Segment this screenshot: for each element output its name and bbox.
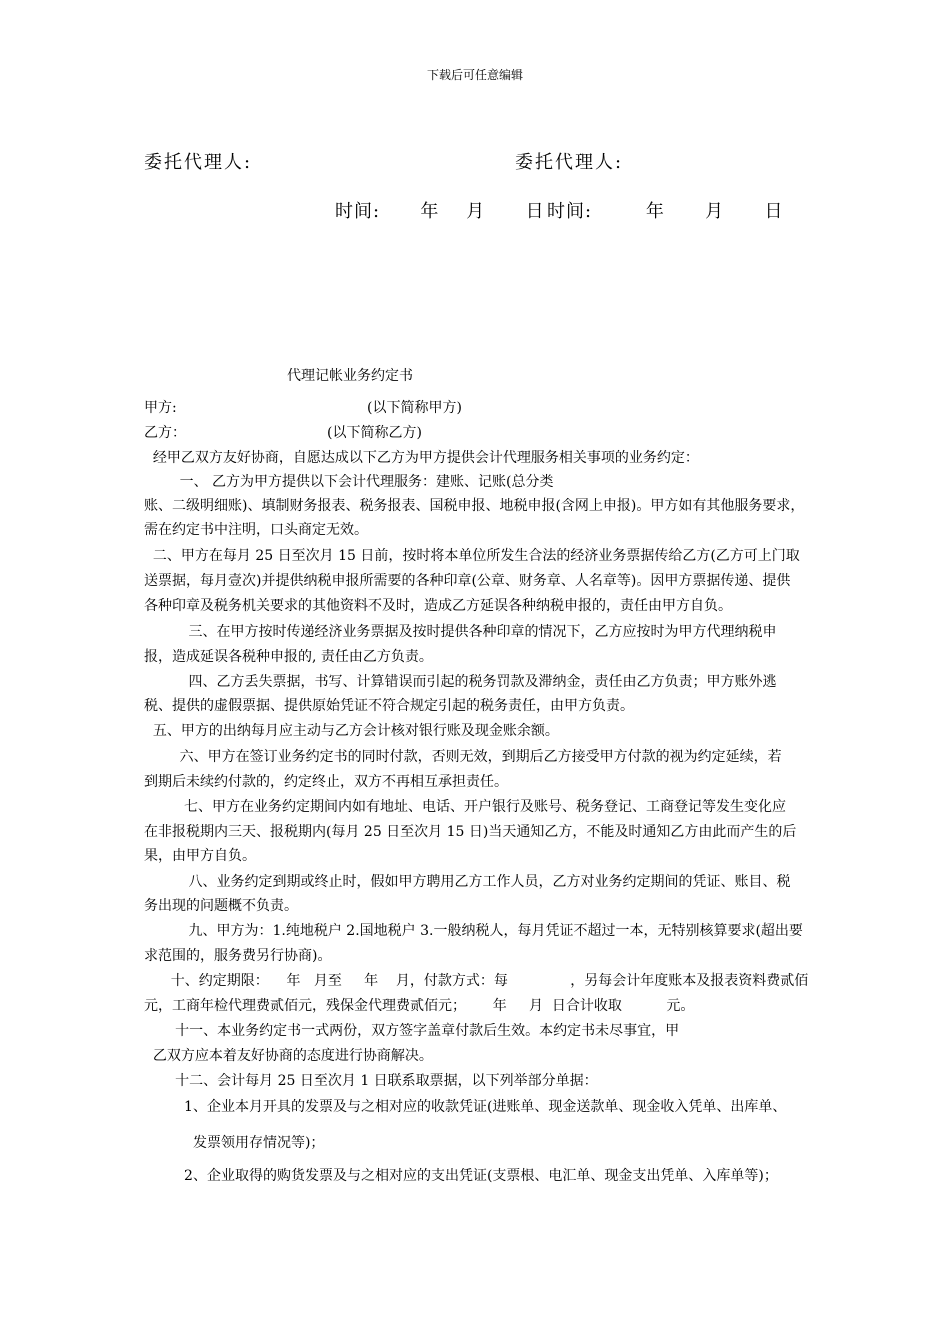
body-line: 四、乙方丢失票据，书写、计算错误而引起的税务罚款及滞纳金，责任由乙方负责；甲方账外逃	[144, 674, 777, 690]
body-line: 十一、本业务约定书一式两份，双方签字盖章付款后生效。本约定书未尽事宜，甲	[144, 1023, 680, 1039]
body-line: 需在约定书中注明，口头商定无效。	[144, 522, 368, 538]
list-item: 发票领用存情况等)；	[144, 1135, 325, 1151]
list-item: 2、企业取得的购货发票及与之相对应的支出凭证(支票根、电汇单、现金支出凭单、入库单等)；	[144, 1168, 778, 1184]
body-line: 二、甲方在每月 25 日至次月 15 日前，按时将本单位所发生合法的经济业务票据传给乙方(乙方可上门取	[144, 548, 800, 564]
body-line: 一、 乙方为甲方提供以下会计代理服务：建账、记账(总分类	[144, 474, 554, 490]
body-line: 乙双方应本着友好协商的态度进行协商解决。	[144, 1048, 433, 1064]
body-line: 十二、会计每月 25 日至次月 1 日联系取票据，以下列举部分单据：	[144, 1073, 598, 1089]
list-item: 1、企业本月开具的发票及与之相对应的收款凭证(进账单、现金送款单、现金收入凭单、出库单、	[144, 1099, 787, 1115]
document-title: 代理记帐业务约定书	[287, 368, 413, 384]
body-line: 十、约定期限： 年 月至 年 月，付款方式：每 ，另每会计年度账本及报表资料费贰佰	[144, 973, 809, 989]
body-line: 账、二级明细账)、填制财务报表、税务报表、国税申报、地税申报(含网上申报)。甲方如有其他服务要求，	[144, 498, 805, 514]
body-line: 七、甲方在业务约定期间内如有地址、电话、开户银行及账号、税务登记、工商登记等发生变化应	[144, 799, 787, 815]
party-b-label: 乙方：	[144, 425, 186, 441]
body-line: 经甲乙双方友好协商，自愿达成以下乙方为甲方提供会计代理服务相关事项的业务约定：	[144, 450, 699, 466]
agent-label-left: 委托代理人:	[144, 152, 253, 173]
body-line: 税、提供的虚假票据、提供原始凭证不符合规定引起的税务责任，由甲方负责。	[144, 698, 634, 714]
body-line: 在非报税期内三天、报税期内(每月 25 日至次月 15 日)当天通知乙方，不能及时通知乙方由此而产生的后	[144, 824, 797, 840]
body-line: 六、甲方在签订业务约定书的同时付款，否则无效，到期后乙方接受甲方付款的视为约定延续，若	[144, 749, 782, 765]
agent-label-right: 委托代理人:	[515, 152, 624, 173]
party-a-suffix: (以下简称甲方)	[367, 400, 462, 416]
body-line: 五、甲方的出纳每月应主动与乙方会计核对银行账及现金账余额。	[144, 723, 559, 739]
party-a-label: 甲方:	[144, 400, 177, 416]
body-line: 元，工商年检代理费贰佰元，残保金代理费贰佰元； 年 月 日合计收取 元。	[144, 998, 695, 1014]
body-line: 各种印章及税务机关要求的其他资料不及时，造成乙方延误各种纳税申报的，责任由甲方自负。	[144, 598, 732, 614]
party-b-suffix: (以下简称乙方)	[327, 425, 422, 441]
body-line: 务出现的问题概不负责。	[144, 898, 298, 914]
body-line: 三、在甲方按时传递经济业务票据及按时提供各种印章的情况下，乙方应按时为甲方代理纳税申	[144, 624, 777, 640]
body-line: 求范围的，服务费另行协商)。	[144, 948, 332, 964]
body-line: 九、甲方为：1.纯地税户 2.国地税户 3.一般纳税人，每月凭证不超过一本，无特别核算要求(超出要	[144, 923, 803, 939]
date-line-left: 时间: 年 月 日	[335, 201, 545, 222]
date-line-right: 时间: 年 月 日	[547, 201, 784, 222]
body-line: 八、业务约定到期或终止时，假如甲方聘用乙方工作人员，乙方对业务约定期间的凭证、账目、税	[144, 874, 791, 890]
body-line: 送票据，每月壹次)并提供纳税申报所需要的各种印章(公章、财务章、人名章等)。因甲方票据传递、提供	[144, 573, 791, 589]
body-line: 果，由甲方自负。	[144, 848, 256, 864]
body-line: 报，造成延误各税种申报的, 责任由乙方负责。	[144, 649, 433, 665]
page-header-note: 下载后可任意编辑	[426, 68, 523, 82]
body-line: 到期后未续约付款的，约定终止，双方不再相互承担责任。	[144, 774, 508, 790]
